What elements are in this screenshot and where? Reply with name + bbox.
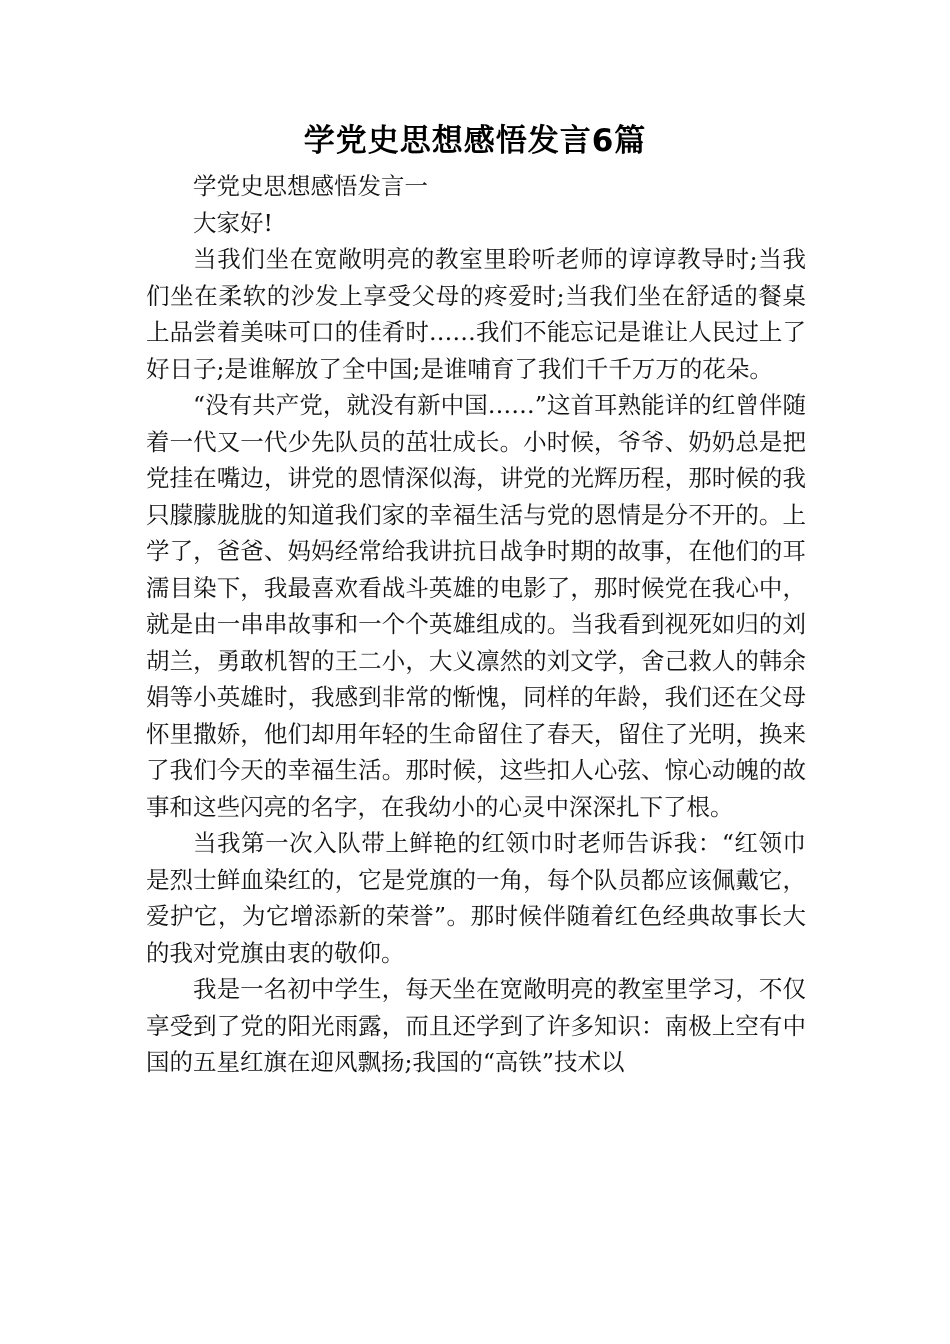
paragraph-section-heading: 学党史思想感悟发言一 — [193, 172, 428, 200]
paragraph: 我是一名初中学生，每天坐在宽敞明亮的教室里学习，不仅享受到了党的阳光雨露，而且还学到了许多知识：南极上空有中国的五星红旗在迎风飘扬;我国的“高铁”技术以 — [146, 975, 806, 1076]
paragraph: 当我们坐在宽敞明亮的教室里聆听老师的谆谆教导时;当我们坐在柔软的沙发上享受父母的疼爱时;当我们坐在舒适的餐桌上品尝着美味可口的佳肴时……我们不能忘记是谁让人民过上了好日子;是谁解放了全中国;是谁哺育了我们千千万万的花朵。 — [146, 245, 806, 383]
paragraph: “没有共产党，就没有新中国……”这首耳熟能详的红曾伴随着一代又一代少先队员的茁壮成长。小时候，爷爷、奶奶总是把党挂在嘴边，讲党的恩情深似海，讲党的光辉历程，那时候的我只朦朦胧胧的知道我们家的幸福生活与党的恩情是分不开的。上学了，爸爸、妈妈经常给我讲抗日战争时期的故事，在他们的耳濡目染下，我最喜欢看战斗英雄的电影了，那时候党在我心中，就是由一串串故事和一个个英雄组成的。当我看到视死如归的刘胡兰，勇敢机智的王二小，大义凛然的刘文学，舍己救人的韩余娟等小英雄时，我感到非常的惭愧，同样的年龄，我们还在父母怀里撒娇，他们却用年轻的生命留住了春天，留住了光明，换来了我们今天的幸福生活。那时候，这些扣人心弦、惊心动魄的故事和这些闪亮的名字，在我幼小的心灵中深深扎下了根。 — [146, 391, 806, 821]
paragraph: 当我第一次入队带上鲜艳的红领巾时老师告诉我：“红领巾是烈士鲜血染红的，它是党旗的一角，每个队员都应该佩戴它，爱护它，为它增添新的荣誉”。那时候伴随着红色经典故事长大的我对党旗由衷的敬仰。 — [146, 829, 806, 967]
paragraph-greeting: 大家好! — [193, 208, 273, 237]
document-body — [146, 168, 806, 1081]
document-title: 学党史思想感悟发言6篇 — [303, 123, 647, 159]
